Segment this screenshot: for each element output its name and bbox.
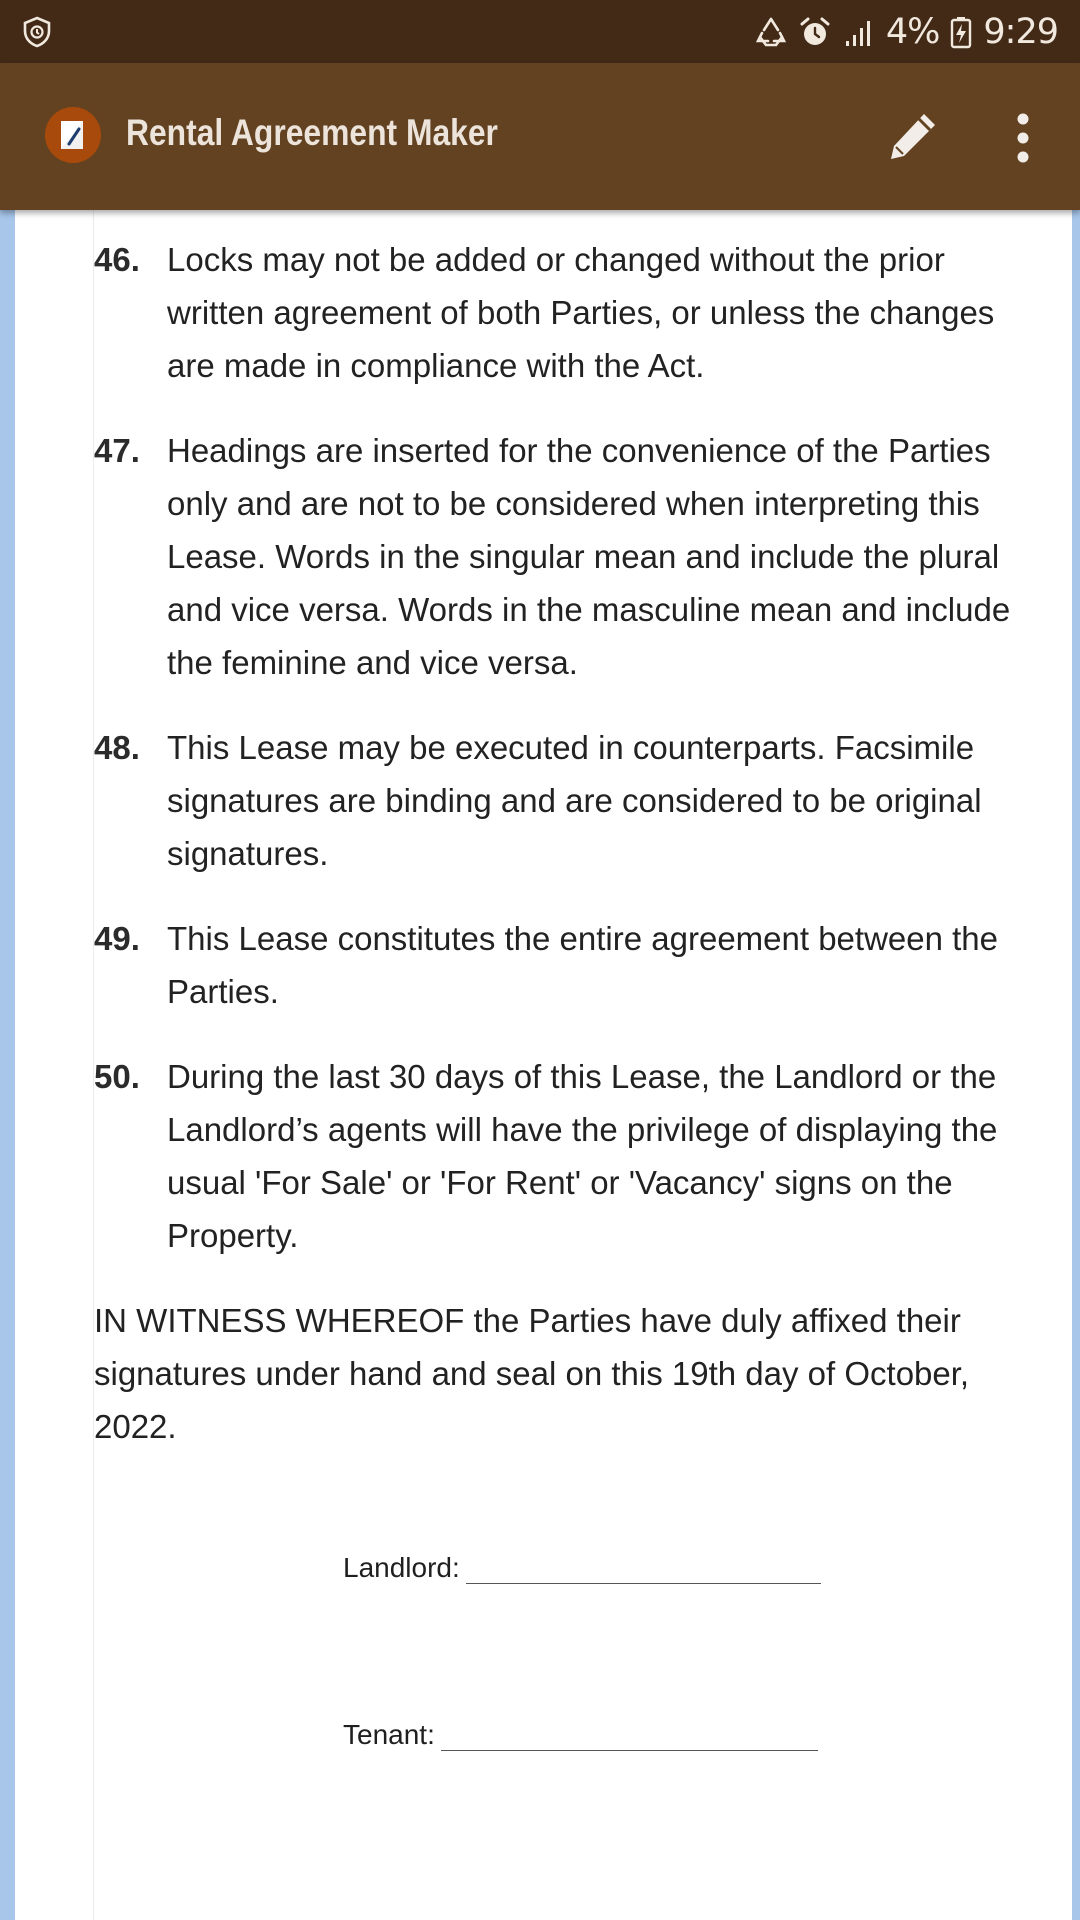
clause-number: 49. <box>94 920 140 957</box>
clause-49 <box>94 912 1014 1018</box>
shield-icon <box>22 16 52 48</box>
clause-number: 47. <box>94 432 140 469</box>
landlord-signature-line <box>466 1553 821 1584</box>
app-logo-icon <box>45 107 101 163</box>
app-bar <box>0 63 1080 210</box>
witness-paragraph: IN WITNESS WHEREOF the Parties have duly affixed their signatures under hand and seal on this 19th day of October, 2022. <box>94 1302 970 1445</box>
landlord-signature-row <box>343 1552 821 1584</box>
recycle-icon <box>754 15 788 49</box>
app-title: Rental Agreement Maker <box>126 112 498 153</box>
status-bar <box>0 0 1080 63</box>
clause-text: This Lease constitutes the entire agreement between the Parties. <box>167 920 999 1010</box>
clock: 9:29 <box>983 11 1058 52</box>
clause-text: Headings are inserted for the convenience of the Parties only and are not to be considered when interpreting this Lease. Words in the singular mean and include the plural and vice versa. Words in the masculine mean and include the feminine and vice versa. <box>167 432 1011 681</box>
document-page <box>15 210 1072 1920</box>
battery-percent: 4% <box>885 11 940 52</box>
tenant-signature-line <box>441 1720 818 1751</box>
tenant-label: Tenant: <box>343 1719 435 1750</box>
battery-charging-icon <box>949 15 973 49</box>
landlord-label: Landlord: <box>343 1552 460 1583</box>
clause-number: 50. <box>94 1058 140 1095</box>
tenant-signature-row <box>343 1719 818 1751</box>
more-vert-icon[interactable] <box>1006 111 1040 165</box>
clause-47 <box>94 424 1014 689</box>
clause-text: Locks may not be added or changed without the prior written agreement of both Parties, or unless the changes are made in compliance with the Act. <box>167 241 995 384</box>
clause-number: 48. <box>94 729 140 766</box>
clause-46 <box>94 233 1014 392</box>
pencil-icon[interactable] <box>884 109 940 165</box>
agreement-content <box>94 210 1014 1453</box>
clause-text: This Lease may be executed in counterparts. Facsimile signatures are binding and are considered to be original signatures. <box>167 729 982 872</box>
clause-50 <box>94 1050 1014 1262</box>
clause-text: During the last 30 days of this Lease, the Landlord or the Landlord’s agents will have the privilege of displaying the usual 'For Sale' or 'For Rent' or 'Vacancy' signs on the Property. <box>167 1058 998 1254</box>
clause-number: 46. <box>94 241 140 278</box>
alarm-icon <box>798 15 832 49</box>
document-viewer[interactable] <box>0 210 1080 1920</box>
signal-icon <box>842 15 876 49</box>
clause-48 <box>94 721 1014 880</box>
status-icons <box>754 0 1058 63</box>
